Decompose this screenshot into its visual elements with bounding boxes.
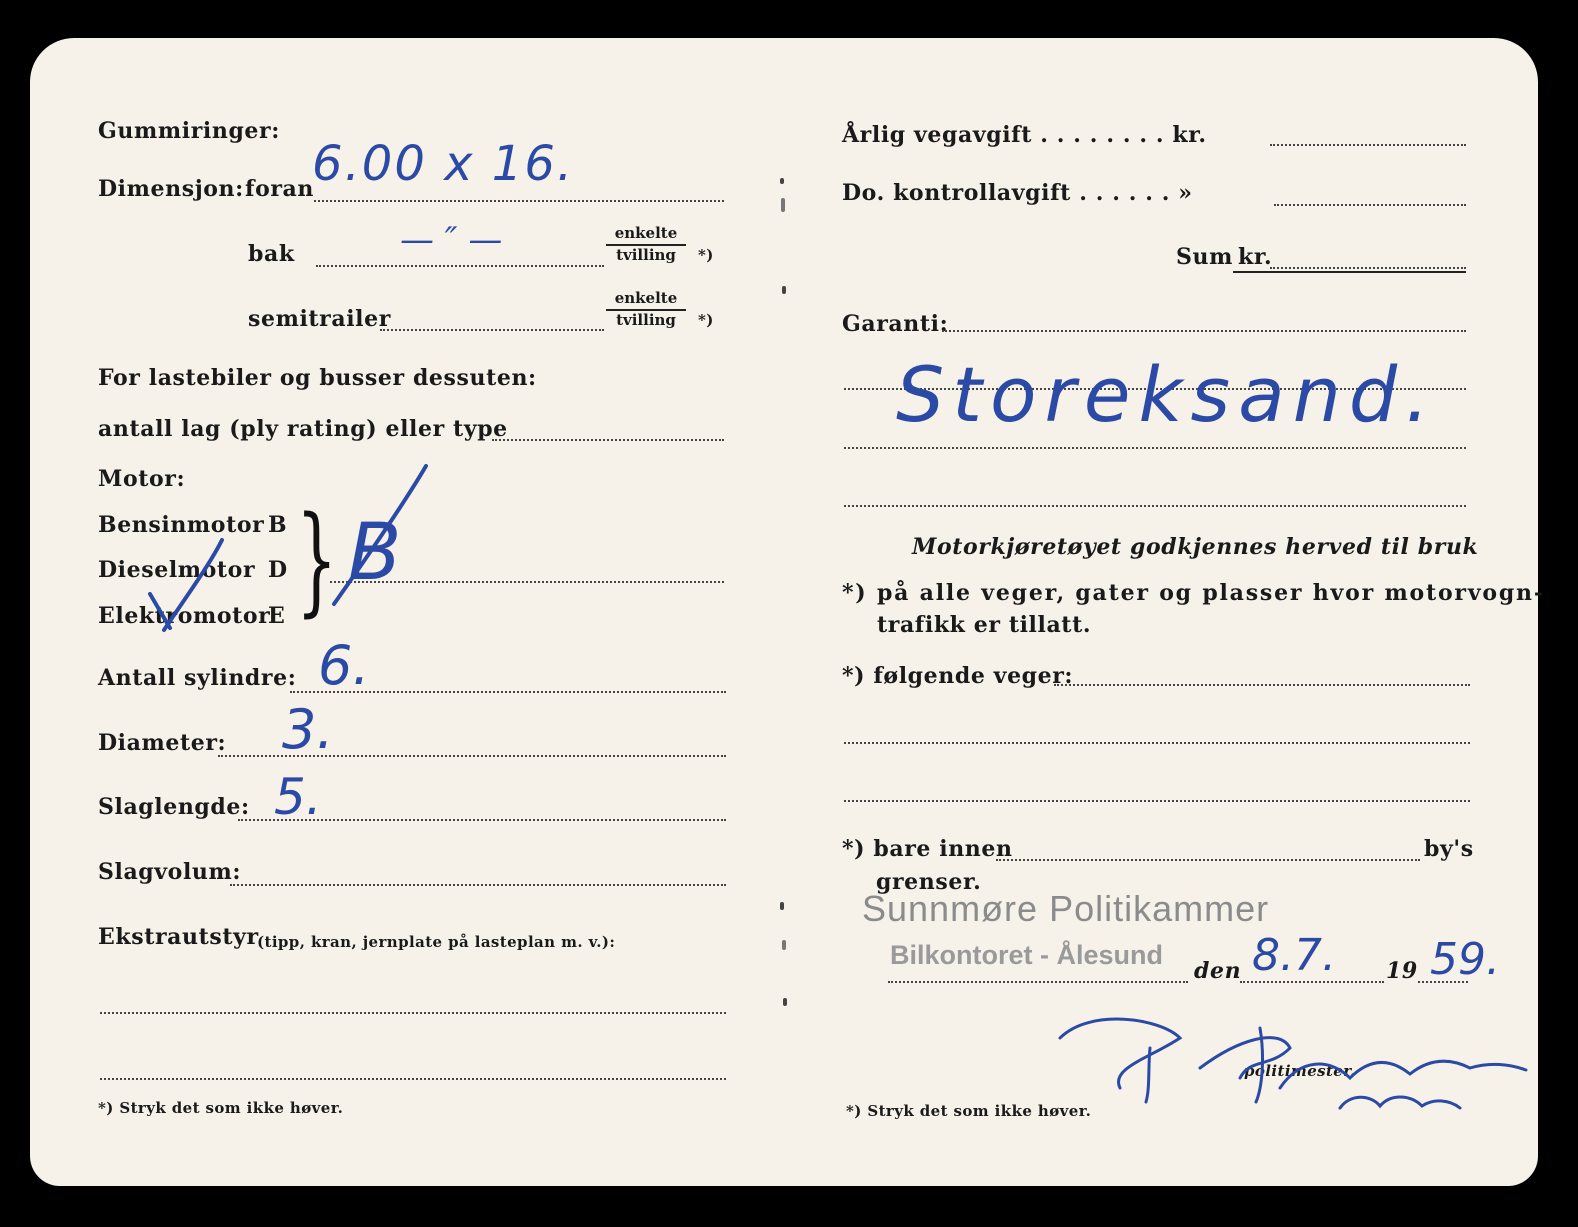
bys-label: by's <box>1424 836 1474 862</box>
bak-star-note: *) <box>698 246 714 264</box>
elektromotor-label: Elektromotor <box>98 603 271 629</box>
bak-value: — ″ — <box>400 220 503 260</box>
diameter-value: 3. <box>282 698 334 761</box>
bensinmotor-letter: B <box>268 512 288 538</box>
elektromotor-letter: E <box>268 603 286 629</box>
semitrailer-line <box>380 329 604 331</box>
sum-line <box>1270 267 1466 269</box>
den-label: den <box>1194 958 1242 984</box>
enkelte-label: enkelte <box>606 289 686 311</box>
folgende-veger-line-2 <box>844 742 1470 744</box>
bak-line <box>316 265 604 267</box>
folgende-veger-line-3 <box>844 800 1470 802</box>
antall-lag-label: antall lag (ply rating) eller type <box>98 416 508 442</box>
slaglengde-label: Slaglengde: <box>98 794 250 820</box>
garanti-line-1 <box>942 330 1466 332</box>
garanti-line-4 <box>844 505 1466 507</box>
politimester-label: politimester. <box>1244 1062 1356 1080</box>
bak-label: bak <box>248 241 295 267</box>
enkelte-label: enkelte <box>606 224 686 246</box>
fold-mark <box>780 902 784 910</box>
year-prefix: 19 <box>1386 958 1418 984</box>
ekstrautstyr-line-2 <box>100 1078 726 1080</box>
garanti-line-3 <box>844 447 1466 449</box>
slagvolum-line <box>230 884 726 886</box>
arlig-vegavgift-label: Årlig vegavgift . . . . . . . . kr. <box>842 122 1207 148</box>
gummiringer-label: Gummiringer: <box>98 118 280 144</box>
slagvolum-label: Slagvolum: <box>98 859 242 885</box>
grenser-label: grenser. <box>876 869 982 895</box>
foran-value: 6.00 x 16. <box>312 136 575 192</box>
stamp-date-line <box>888 981 1188 983</box>
fold-mark <box>781 198 785 212</box>
antall-lag-line <box>492 439 724 441</box>
fold-mark <box>782 286 786 294</box>
semitrailer-label: semitrailer <box>248 306 391 332</box>
bensinmotor-label: Bensinmotor <box>98 512 265 538</box>
stamp-line-1: Sunnmøre Politikammer <box>862 888 1270 929</box>
tvilling-label: tvilling <box>616 246 676 264</box>
ekstrautstyr-line-1 <box>100 1012 726 1014</box>
bare-innen-label: *) bare innen <box>842 836 1013 862</box>
fold-mark <box>782 940 786 950</box>
folgende-veger-line-1 <box>1054 684 1470 686</box>
godkjennes-heading: Motorkjøretøyet godkjennes herved til bruk <box>912 534 1479 560</box>
kontrollavgift-line <box>1274 204 1466 206</box>
motor-stroke-mark <box>326 460 436 610</box>
lastebiler-label: For lastebiler og busser dessuten: <box>98 365 537 391</box>
tvilling-label: tvilling <box>616 311 676 329</box>
fold-mark <box>783 998 787 1006</box>
sum-kr-label: kr. <box>1238 244 1273 270</box>
dieselmotor-letter: D <box>268 557 288 583</box>
sum-underline <box>1233 271 1466 273</box>
dieselmotor-label: Dieselmotor <box>98 557 256 583</box>
alle-veger-line-1: *) på alle veger, gater og plasser hvor motorvogn- <box>842 580 1545 606</box>
motor-brace: } <box>296 490 338 628</box>
stamp-line-2: Bilkontoret - Ålesund <box>890 940 1164 970</box>
slaglengde-value: 5. <box>274 768 322 826</box>
registration-card <box>30 38 1545 1186</box>
arlig-vegavgift-line <box>1270 144 1466 146</box>
alle-veger-line-2: trafikk er tillatt. <box>877 612 1092 638</box>
ekstrautstyr-note: (tipp, kran, jernplate på lasteplan m. v.): <box>257 933 616 951</box>
right-footnote: *) Stryk det som ikke høver. <box>846 1102 1092 1120</box>
bare-innen-line <box>996 859 1420 861</box>
garanti-label: Garanti: <box>842 311 949 337</box>
diameter-label: Diameter: <box>98 730 227 756</box>
foran-label: foran <box>245 176 314 202</box>
ekstrautstyr-label: Ekstrautstyr <box>98 924 259 950</box>
left-footnote: *) Stryk det som ikke høver. <box>98 1099 344 1117</box>
semitrailer-star-note: *) <box>698 311 714 329</box>
motor-label: Motor: <box>98 466 186 492</box>
semitrailer-enkelte-tvilling <box>606 289 686 329</box>
garanti-value: Storeksand. <box>896 350 1438 439</box>
foran-line <box>314 200 724 202</box>
folgende-veger-label: *) følgende veger: <box>842 663 1074 689</box>
motor-value: B <box>348 508 402 598</box>
year-value: 59. <box>1430 934 1500 985</box>
dimensjon-label: Dimensjon: <box>98 176 244 202</box>
bak-enkelte-tvilling <box>606 224 686 264</box>
fold-mark <box>780 178 784 184</box>
politimester-signature <box>1050 998 1530 1138</box>
antall-sylindre-value: 6. <box>318 634 370 697</box>
motor-strikethrough-mark <box>140 534 230 634</box>
antall-sylindre-label: Antall sylindre: <box>98 665 297 691</box>
kontrollavgift-label: Do. kontrollavgift . . . . . . » <box>842 180 1193 206</box>
sum-label: Sum <box>1176 244 1233 270</box>
date-line <box>1240 981 1384 983</box>
date-value: 8.7. <box>1252 930 1336 981</box>
